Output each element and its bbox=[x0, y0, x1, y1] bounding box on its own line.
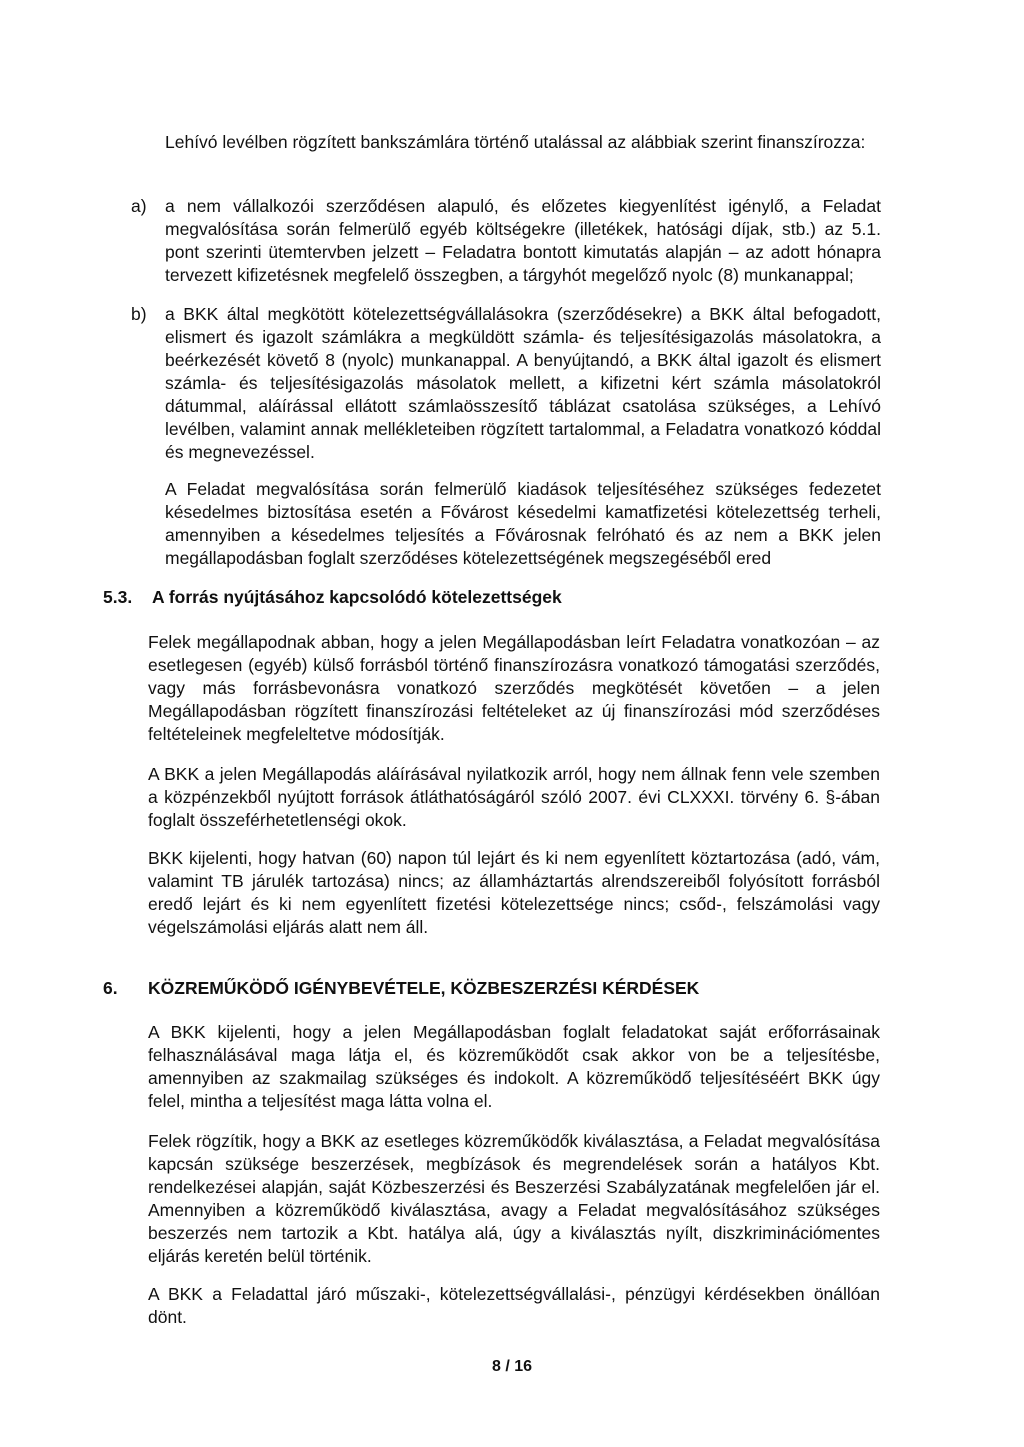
list-label-b: b) bbox=[131, 304, 147, 324]
section-6-paragraph-3: A BKK a Feladattal járó műszaki-, kötelezettségvállalási-, pénzügyi kérdésekben önállóan dönt. bbox=[148, 1284, 880, 1327]
list-item-a: a nem vállalkozói szerződésen alapuló, és előzetes kiegyenlítést igénylő, a Feladat megvalósítása során felmerülő egyéb költségekre (illetékek, hatósági díjak, stb.) az 5.1. pont szerinti ütemtervben jelzett – Feladatra bontott kimutatás alapján – az adott hónapra tervezett kifizetésnek megfelelő összegben, a tárgyhót megelőző nyolc (8) munkanappal; bbox=[165, 196, 881, 285]
section-5-3-paragraph-1: Felek megállapodnak abban, hogy a jelen Megállapodásban leírt Feladatra vonatkozóan – az esetlegesen (egyéb) külső forrásból történő finanszírozásra vonatkozó támogatási szerződés, vagy más forrásbevonásra vonatkozó szerződés megkötését követően – a jelen Megállapodásban rögzített finanszírozási feltételeket az új finanszírozási mód szerződéses feltételeinek megfeleltetve módosítják. bbox=[148, 632, 880, 744]
section-5-3-number: 5.3. bbox=[103, 587, 133, 607]
section-5-3-paragraph-3: BKK kijelenti, hogy hatvan (60) napon túl lejárt és ki nem egyenlített köztartozása (adó, vám, valamint TB járulék tartozása) nincs; az államháztartás alrendszereiből folyósított forrásból eredő lejárt és ki nem egyenlített fizetési kötelezettsége nincs; csőd-, felszámolási vagy végelszámolási eljárás alatt nem áll. bbox=[148, 848, 880, 937]
list-item-b: a BKK által megkötött kötelezettségvállalásokra (szerződésekre) a BKK által befogadott, elismert és igazolt számlákra a megküldött számla- és teljesítésigazolás másolatokra, a beérkezését követő 8 (nyolc) munkanappal. A benyújtandó, a BKK által igazolt és elismert számla- és teljesítésigazolás másolatok mellett, a kifizetni kért számla másolatokról dátummal, aláírással ellátott számlaösszesítő táblázat csatolása szükséges, a Lehívó levélben, valamint annak mellékleteiben rögzített tartalommal, a Feladatra vonatkozó kóddal és megnevezéssel. bbox=[165, 304, 881, 462]
section-6-paragraph-2: Felek rögzítik, hogy a BKK az esetleges közreműködők kiválasztása, a Feladat megvalósítása kapcsán szüksége beszerzések, megbízások és megrendelések során a hatályos Kbt. rendelkezései alapján, saját Közbeszerzési és Beszerzési Szabályzatának megfelelően jár el. Amennyiben a közreműködő kiválasztása, avagy a Feladat megvalósításához szükséges beszerzés nem tartozik a Kbt. hatálya alá, úgy a kiválasztás nyílt, diszkriminációmentes eljárás keretén belül történik. bbox=[148, 1131, 880, 1266]
section-6-number: 6. bbox=[103, 978, 118, 998]
section-6-paragraph-1: A BKK kijelenti, hogy a jelen Megállapodásban foglalt feladatokat saját erőforrásainak felhasználásával maga látja el, és közreműködőt csak akkor von be a teljesítésbe, amennyiben az szakmailag szükséges és indokolt. A közreműködő teljesítéséért BKK úgy felel, mintha a teljesítést maga látta volna el. bbox=[148, 1022, 880, 1111]
section-5-3-paragraph-2: A BKK a jelen Megállapodás aláírásával nyilatkozik arról, hogy nem állnak fenn vele szemben a közpénzekből nyújtott források átláthatóságáról szóló 2007. évi CLXXXI. törvény 6. §-ában foglalt összeférhetetlenségi okok. bbox=[148, 764, 880, 830]
late-payment-paragraph: A Feladat megvalósítása során felmerülő kiadások teljesítéséhez szükséges fedezetet késedelmes biztosítása esetén a Fővárost késedelmi kamatfizetési kötelezettség terheli, amennyiben a késedelmes teljesítés a Fővárosnak felróható és az nem a BKK jelen megállapodásban foglalt szerződéses kötelezettségének megszegéséből ered bbox=[165, 479, 881, 568]
intro-paragraph: Lehívó levélben rögzített bankszámlára történő utalással az alábbiak szerint finanszírozza: bbox=[165, 132, 866, 152]
page-number: 8 / 16 bbox=[491, 1358, 533, 1375]
list-label-a: a) bbox=[131, 196, 147, 216]
section-6-title: KÖZREMŰKÖDŐ IGÉNYBEVÉTELE, KÖZBESZERZÉSI KÉRDÉSEK bbox=[148, 978, 700, 998]
section-5-3-title: A forrás nyújtásához kapcsolódó kötelezettségek bbox=[152, 587, 562, 607]
